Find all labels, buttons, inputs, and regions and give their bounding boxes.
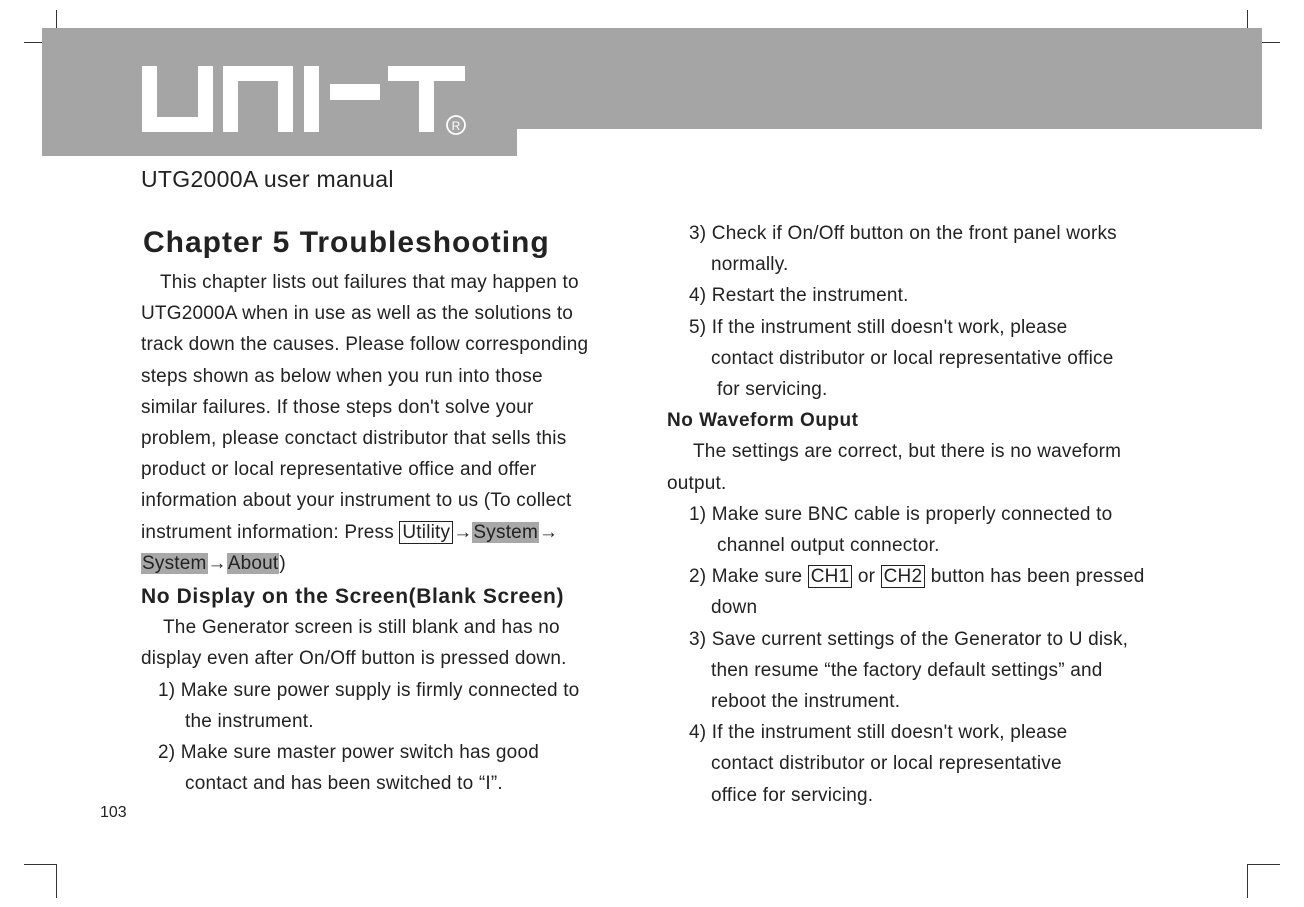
step-line: down — [711, 597, 758, 619]
system-key: System — [473, 521, 538, 543]
step-line: 1) Make sure power supply is firmly connected to — [158, 679, 580, 701]
step-line — [667, 561, 1187, 592]
step-line: 3) Check if On/Off button on the front panel works — [689, 223, 1117, 244]
step2-prefix: 2) Make sure — [689, 566, 808, 588]
step-line: the instrument. — [185, 710, 314, 732]
step-line: contact distributor or local representative office — [711, 347, 1114, 369]
section-title-no-waveform: No Waveform Ouput — [667, 410, 859, 432]
intro-line: information about your instrument to us (To collect — [141, 490, 572, 512]
step-line: 2) Make sure master power switch has good — [158, 742, 539, 764]
right-column — [667, 218, 1187, 811]
section-line: The settings are correct, but there is no waveform — [693, 441, 1122, 463]
step-line: 3) Save current settings of the Generator to U disk, — [689, 628, 1129, 650]
left-column — [141, 222, 651, 799]
info-prefix: instrument information: Press — [141, 521, 400, 543]
intro-line — [141, 548, 651, 579]
step-line: 4) Restart the instrument. — [689, 285, 909, 307]
intro-line: problem, please conctact distributor that sells this — [141, 428, 567, 450]
intro-line: product or local representative office and offer — [141, 459, 537, 481]
intro-line: steps shown as below when you run into those — [141, 365, 543, 387]
crop-mark — [24, 864, 57, 865]
step-line: then resume “the factory default settings” and — [711, 659, 1103, 681]
section-line: display even after On/Off button is pressed down. — [141, 648, 567, 670]
ch1-key: CH1 — [808, 565, 853, 588]
utility-key: Utility — [399, 521, 453, 544]
step-line: reboot the instrument. — [711, 691, 901, 713]
crop-mark — [1247, 864, 1280, 865]
step-line: normally. — [711, 254, 789, 276]
manual-subtitle: UTG2000A user manual — [141, 166, 394, 192]
svg-text:R: R — [451, 119, 461, 133]
step-line: contact and has been switched to “I”. — [185, 773, 503, 795]
arrow: → — [207, 552, 227, 574]
header-band-right — [517, 28, 1262, 129]
step-line: contact distributor or local representative — [711, 753, 1062, 775]
about-key: About — [227, 552, 279, 574]
step-line: 5) If the instrument still doesn't work, please — [689, 316, 1068, 338]
section-line: output. — [667, 472, 727, 494]
step-line: channel output connector. — [717, 535, 940, 557]
ch2-key: CH2 — [881, 565, 926, 588]
section-line: The Generator screen is still blank and has no — [163, 617, 560, 639]
system-key: System — [142, 552, 207, 574]
crop-mark — [56, 864, 57, 898]
arrow: → — [453, 521, 473, 543]
step-line: 4) If the instrument still doesn't work, please — [689, 722, 1068, 744]
intro-line — [141, 517, 651, 548]
uni-t-logo — [140, 64, 470, 136]
arrow: → — [538, 521, 559, 543]
close-paren: ) — [279, 552, 286, 574]
step-line: office for servicing. — [711, 784, 874, 806]
page-number: 103 — [100, 804, 127, 821]
crop-mark — [1247, 864, 1248, 898]
intro-line: This chapter lists out failures that may happen to — [160, 272, 579, 293]
intro-line: UTG2000A when in use as well as the solutions to — [141, 303, 574, 325]
chapter-heading: Chapter 5 Troubleshooting — [143, 226, 550, 259]
step2-or: or — [852, 566, 881, 588]
section-title-blank-screen: No Display on the Screen(Blank Screen) — [141, 585, 565, 609]
step2-suffix: button has been pressed — [925, 566, 1145, 588]
step-line: for servicing. — [717, 379, 828, 401]
intro-line: similar failures. If those steps don't solve your — [141, 396, 534, 418]
intro-line: track down the causes. Please follow corresponding — [141, 334, 589, 356]
step-line: 1) Make sure BNC cable is properly connected to — [689, 503, 1113, 525]
